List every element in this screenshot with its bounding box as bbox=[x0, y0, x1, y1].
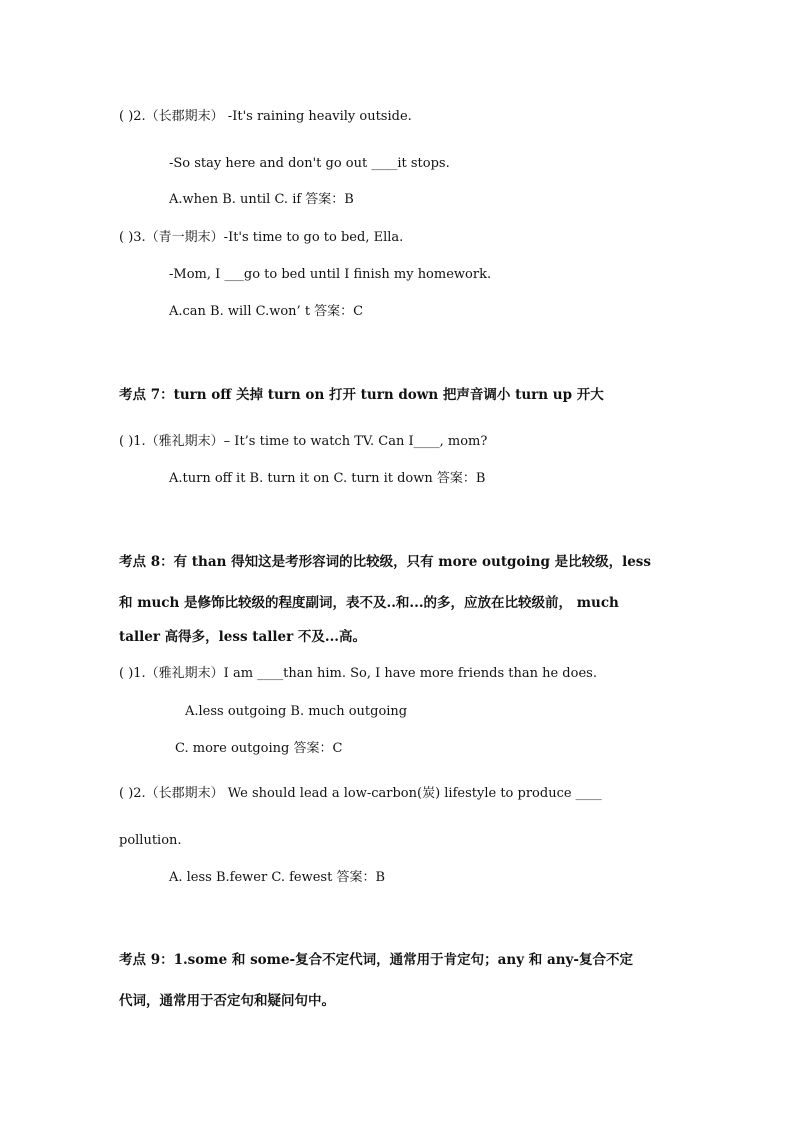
kaodian-8-heading-line3: taller 高得多，less taller 不及...高。 bbox=[119, 629, 367, 645]
q2-question: ( )2.（长郡期末） -It's raining heavily outside. bbox=[119, 109, 412, 124]
kaodian-8-heading-line1: 考点 8：有 than 得知这是考形容词的比较级，只有 more outgoing 是比较级，less bbox=[119, 554, 651, 570]
q2-options: A.when B. until C. if 答案：B bbox=[169, 192, 354, 207]
kaodian-9-heading-line2: 代词，通常用于否定句和疑问句中。 bbox=[119, 993, 335, 1009]
kaodian-9-heading-line1: 考点 9：1.some 和 some-复合不定代词，通常用于肯定句；any 和 any-复合不定 bbox=[119, 952, 633, 968]
kaodian-8-heading-line2: 和 much 是修饰比较级的程度副词，表不及..和...的多，应放在比较级前， much bbox=[119, 595, 619, 611]
k8-q1-option-c-answer: C. more outgoing 答案：C bbox=[175, 741, 343, 756]
kaodian-7-heading: 考点 7：turn off 关掉 turn on 打开 turn down 把声音调小 turn up 开大 bbox=[119, 387, 604, 403]
k8-q2-question: ( )2.（长郡期末） We should lead a low-carbon(炭) lifestyle to produce ____ bbox=[119, 786, 602, 801]
k8-q2-options: A. less B.fewer C. fewest 答案：B bbox=[169, 870, 385, 885]
k7-q1-options: A.turn off it B. turn it on C. turn it down 答案：B bbox=[169, 471, 486, 486]
q2-response: -So stay here and don't go out ____it stops. bbox=[169, 156, 450, 171]
q3-options: A.can B. will C.won’ t 答案：C bbox=[169, 304, 364, 319]
q3-response: -Mom, I ___go to bed until I finish my homework. bbox=[169, 267, 492, 282]
k8-q2-question-cont: pollution. bbox=[119, 833, 182, 848]
k7-q1-question: ( )1.（雅礼期末）– It’s time to watch TV. Can I____, mom? bbox=[119, 434, 488, 449]
k8-q1-options-ab: A.less outgoing B. much outgoing bbox=[185, 704, 408, 719]
k8-q1-question: ( )1.（雅礼期末）I am ____than him. So, I have more friends than he does. bbox=[119, 666, 597, 681]
q3-question: ( )3.（青一期末）-It's time to go to bed, Ella. bbox=[119, 230, 404, 245]
